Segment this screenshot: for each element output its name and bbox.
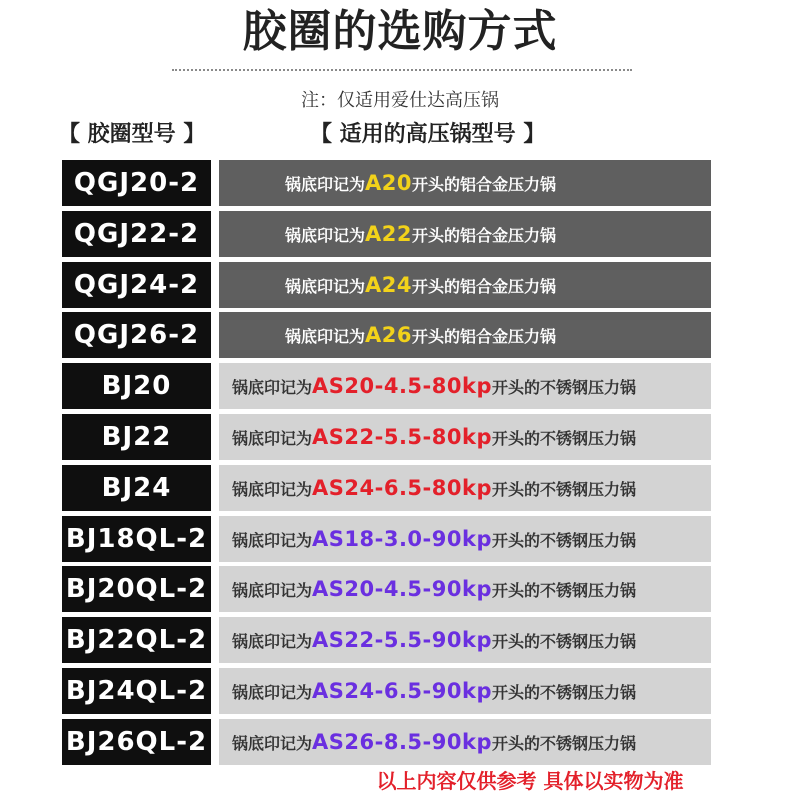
gasket-model: BJ20 <box>62 363 211 409</box>
dotted-divider <box>172 69 632 71</box>
cooker-code: AS22-5.5-80kp <box>312 425 492 449</box>
header-pressure-cooker-model: 【 适用的高压锅型号 】 <box>310 122 546 147</box>
desc-prefix: 锅底印记为 <box>232 429 313 448</box>
gasket-model: BJ18QL-2 <box>62 516 211 562</box>
cooker-code: AS26-8.5-90kp <box>312 729 492 754</box>
cooker-code: A20 <box>365 171 412 195</box>
cooker-code: AS24-6.5-90kp <box>312 679 492 703</box>
cooker-code: A22 <box>365 221 412 246</box>
cooker-description <box>219 617 711 663</box>
gasket-model: BJ22QL-2 <box>62 617 211 663</box>
table-row <box>0 312 800 358</box>
cooker-code: AS18-3.0-90kp <box>312 526 492 551</box>
disclaimer-footer: 以上内容仅供参考 具体以实物为准 <box>376 769 684 793</box>
cooker-code: A26 <box>365 323 412 348</box>
desc-suffix: 开头的铝合金压力锅 <box>412 225 557 245</box>
table-row <box>0 566 800 612</box>
desc-suffix: 开头的不锈钢压力锅 <box>491 479 636 499</box>
table-row <box>0 719 800 765</box>
cooker-description <box>219 312 711 358</box>
desc-prefix: 锅底印记为 <box>232 530 313 550</box>
desc-prefix: 锅底印记为 <box>232 733 313 753</box>
table-row <box>0 465 800 511</box>
gasket-model: BJ26QL-2 <box>62 719 211 765</box>
cooker-description <box>219 160 711 206</box>
cooker-code: AS22-5.5-90kp <box>312 628 492 653</box>
desc-prefix: 锅底印记为 <box>232 632 313 652</box>
table-row <box>0 516 800 562</box>
desc-suffix: 开头的不锈钢压力锅 <box>491 378 636 398</box>
applicability-note: 注：仅适用爱仕达高压锅 <box>301 90 499 111</box>
cooker-description <box>219 414 711 460</box>
gasket-model: QGJ26-2 <box>62 312 211 358</box>
desc-prefix: 锅底印记为 <box>232 581 313 601</box>
cooker-description <box>219 262 711 308</box>
desc-suffix: 开头的铝合金压力锅 <box>412 175 557 194</box>
table-row <box>0 211 800 257</box>
desc-prefix: 锅底印记为 <box>285 175 366 194</box>
desc-prefix: 锅底印记为 <box>232 479 313 499</box>
desc-prefix: 锅底印记为 <box>285 327 366 347</box>
desc-prefix: 锅底印记为 <box>232 683 313 702</box>
cooker-description <box>219 566 711 612</box>
cooker-code: AS24-6.5-80kp <box>312 475 492 500</box>
cooker-description <box>219 668 711 714</box>
cooker-description <box>219 363 711 409</box>
cooker-description <box>219 211 711 257</box>
table-row <box>0 160 800 206</box>
desc-suffix: 开头的不锈钢压力锅 <box>491 530 636 550</box>
table-row <box>0 414 800 460</box>
desc-suffix: 开头的不锈钢压力锅 <box>491 733 636 753</box>
desc-prefix: 锅底印记为 <box>285 225 366 245</box>
cooker-description <box>219 719 711 765</box>
desc-suffix: 开头的铝合金压力锅 <box>412 276 557 296</box>
desc-suffix: 开头的铝合金压力锅 <box>412 327 557 347</box>
desc-suffix: 开头的不锈钢压力锅 <box>491 632 636 652</box>
gasket-model: QGJ22-2 <box>62 211 211 257</box>
desc-prefix: 锅底印记为 <box>285 276 366 296</box>
gasket-model: BJ24 <box>62 465 211 511</box>
page-title: 胶圈的选购方式 <box>242 6 558 57</box>
gasket-model: BJ24QL-2 <box>62 668 211 714</box>
table-row <box>0 363 800 409</box>
desc-suffix: 开头的不锈钢压力锅 <box>491 581 636 601</box>
cooker-description <box>219 516 711 562</box>
gasket-model: BJ20QL-2 <box>62 566 211 612</box>
cooker-code: AS20-4.5-80kp <box>312 374 492 399</box>
cooker-code: A24 <box>365 272 412 297</box>
gasket-model: QGJ24-2 <box>62 262 211 308</box>
cooker-description <box>219 465 711 511</box>
desc-suffix: 开头的不锈钢压力锅 <box>491 683 636 702</box>
table-row <box>0 262 800 308</box>
gasket-model: QGJ20-2 <box>62 160 211 206</box>
table-row <box>0 617 800 663</box>
header-gasket-model: 【 胶圈型号 】 <box>58 122 206 147</box>
gasket-model: BJ22 <box>62 414 211 460</box>
cooker-code: AS20-4.5-90kp <box>312 577 492 602</box>
desc-suffix: 开头的不锈钢压力锅 <box>491 429 636 448</box>
table-row <box>0 668 800 714</box>
desc-prefix: 锅底印记为 <box>232 378 313 398</box>
